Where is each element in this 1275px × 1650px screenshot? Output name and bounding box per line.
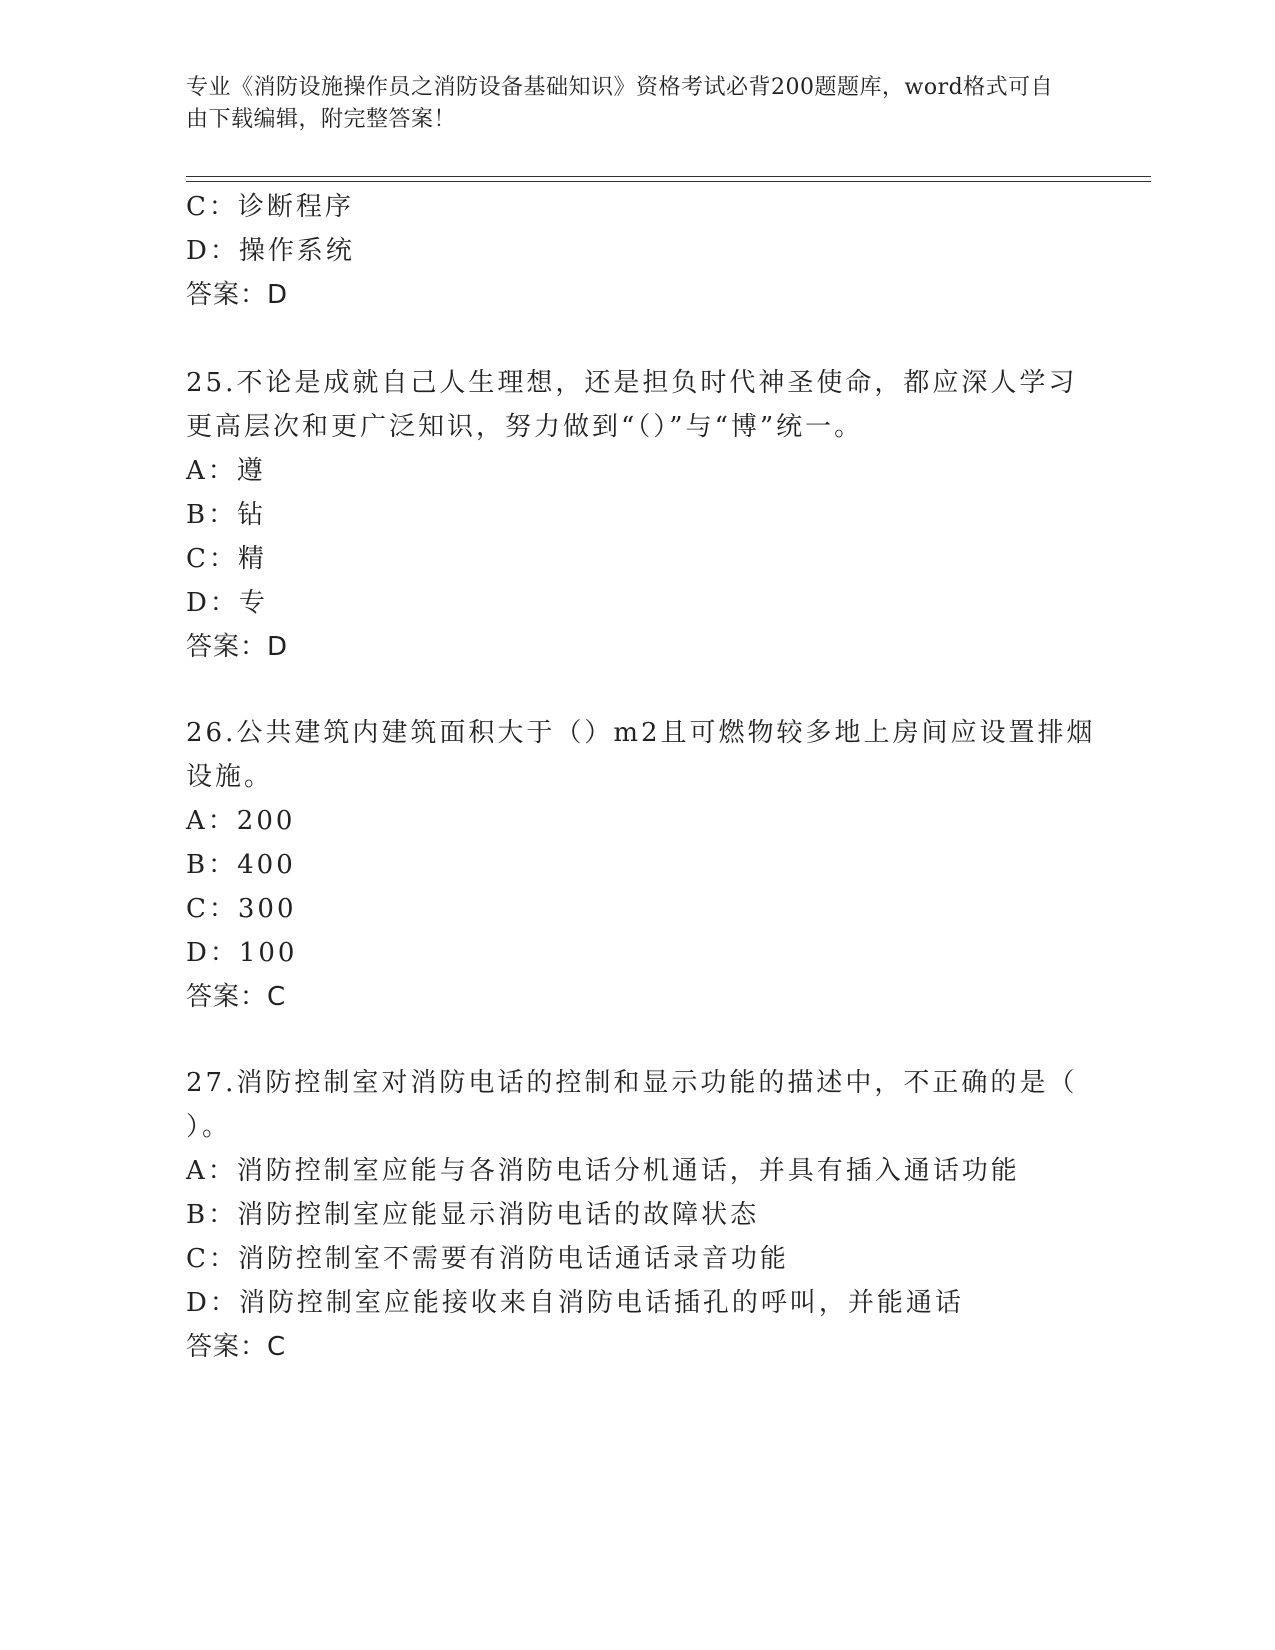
question-26-answer: 答案：C — [186, 982, 287, 1012]
question-27-answer: 答案：C — [186, 1332, 287, 1362]
prev-option-d: D：操作系统 — [186, 236, 355, 266]
question-27-text-line1: 27.消防控制室对消防电话的控制和显示功能的描述中，不正确的是（ — [186, 1068, 1078, 1098]
question-26-text-line1: 26.公共建筑内建筑面积大于（）m2且可燃物较多地上房间应设置排烟 — [186, 718, 1096, 748]
question-27-text-line2: ）。 — [186, 1112, 232, 1142]
question-25-text-line1: 25.不论是成就自己人生理想，还是担负时代神圣使命，都应深人学习 — [186, 368, 1078, 398]
question-26-text-line2: 设施。 — [186, 762, 274, 792]
question-26-option-d: D：100 — [186, 938, 298, 968]
question-27-option-c: C：消防控制室不需要有消防电话通话录音功能 — [186, 1244, 789, 1274]
question-25-option-b: B：钻 — [186, 500, 267, 530]
question-25-option-a: A：遵 — [186, 456, 266, 486]
question-25-option-c: C：精 — [186, 544, 267, 574]
prev-option-c: C：诊断程序 — [186, 192, 354, 222]
question-26-option-c: C：300 — [186, 894, 297, 924]
question-26-option-a: A：200 — [186, 806, 296, 836]
document-header: 专业《消防设施操作员之消防设备基础知识》资格考试必背200题题库，word格式可自由下载编辑，附完整答案！ — [186, 75, 1054, 132]
question-27-option-a: A：消防控制室应能与各消防电话分机通话，并具有插入通话功能 — [186, 1156, 1020, 1186]
question-27-option-d: D：消防控制室应能接收来自消防电话插孔的呼叫，并能通话 — [186, 1288, 964, 1318]
question-27-option-b: B：消防控制室应能显示消防电话的故障状态 — [186, 1200, 760, 1230]
question-25-text-line2: 更高层次和更广泛知识，努力做到“（）”与“博”统一。 — [186, 412, 864, 442]
header-divider-top — [186, 176, 1151, 177]
prev-answer: 答案：D — [186, 280, 289, 310]
header-divider-bottom — [186, 181, 1151, 182]
question-25-option-d: D：专 — [186, 588, 268, 618]
question-26-option-b: B：400 — [186, 850, 296, 880]
question-25-answer: 答案：D — [186, 632, 289, 662]
